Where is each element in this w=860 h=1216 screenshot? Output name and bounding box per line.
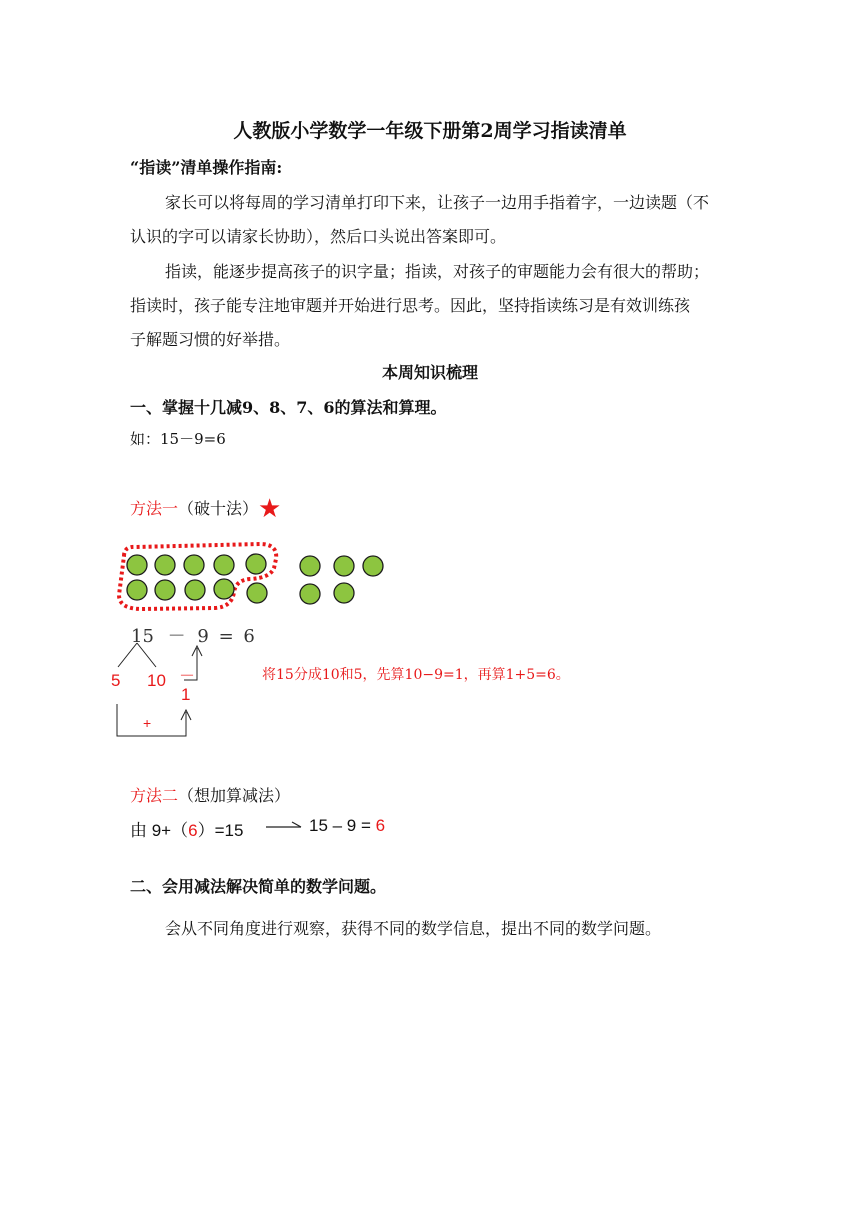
counter-dot: [214, 555, 234, 575]
method2-result: [309, 816, 385, 836]
guide-para1-line1: 家长可以将每周的学习清单打印下来，让孩子一边用手指着字，一边读题（不: [165, 193, 710, 212]
equation-minuend: 15: [131, 626, 154, 647]
section2-body: 会从不同角度进行观察，获得不同的数学信息，提出不同的数学问题。: [165, 919, 662, 938]
method2-title: [130, 783, 290, 806]
long-arrow-right-icon: [264, 818, 304, 834]
example-equation: 如：15－9=6: [130, 430, 226, 448]
method1-explanation: 将15分成10和5，先算10−9=1，再算1+5=6。: [262, 667, 570, 683]
section2-heading: 二、会用减法解决简单的数学问题。: [130, 877, 387, 896]
guide-para1-line2: 认识的字可以请家长协助），然后口头说出答案即可。: [130, 227, 507, 246]
counter-dot: [334, 583, 354, 603]
minus-sign-red: －: [179, 668, 196, 685]
counter-dot: [185, 580, 205, 600]
counter-dot: [214, 579, 234, 599]
knowledge-heading: 本周知识梳理: [381, 363, 478, 382]
method1-name: （破十法）: [178, 499, 259, 518]
method2-prefix: 由 9+: [130, 821, 172, 840]
counter-dot: [363, 556, 383, 576]
counter-dot: [246, 554, 266, 574]
method1-title: [130, 494, 281, 524]
guide-para2-line1: 指读，能逐步提高孩子的识字量；指读，对孩子的审题能力会有很大的帮助；: [165, 262, 710, 281]
counter-dot: [334, 556, 354, 576]
counter-dot: [300, 584, 320, 604]
counters-illustration: [110, 540, 400, 615]
counter-dot: [184, 555, 204, 575]
counter-dot: [127, 580, 147, 600]
equation-result: 6: [243, 626, 255, 647]
sum-15: =15: [214, 821, 244, 840]
split-line-right: [137, 643, 156, 667]
equation-equals: =: [218, 626, 234, 647]
plus-sign-red: +: [143, 715, 152, 731]
counter-dot: [127, 555, 147, 575]
hint-value: 6: [188, 821, 198, 840]
guide-heading: “指读”清单操作指南:: [130, 158, 283, 177]
split-value-10: 10: [147, 671, 166, 690]
method2-label: 方法二: [130, 786, 179, 805]
add-arrow-path: [117, 704, 186, 736]
equation-minus: －: [167, 626, 186, 647]
result-value: 6: [375, 816, 386, 835]
split-line-left: [118, 643, 137, 667]
result-expression: 15 – 9 =: [309, 816, 376, 835]
counter-dot: [155, 555, 175, 575]
guide-para2-line3: 子解题习惯的好举措。: [130, 330, 291, 349]
page-title: 人教版小学数学一年级下册第2周学习指读清单: [233, 120, 627, 142]
star-icon: ★: [258, 494, 282, 524]
method2-name: （想加算减法）: [178, 786, 291, 805]
method1-label: 方法一: [130, 499, 179, 518]
split-value-5: 5: [111, 671, 121, 690]
section1-heading: 一、掌握十几减9、8、7、6的算法和算理。: [130, 398, 447, 417]
equation-subtrahend: 9: [197, 626, 209, 647]
counter-dot: [247, 583, 267, 603]
paren-open: （: [171, 821, 189, 840]
guide-para2-line2: 指读时，孩子能专注地审题并开始进行思考。因此，坚持指读练习是有效训练孩: [130, 296, 691, 315]
counter-dot: [300, 556, 320, 576]
step-result-1: 1: [181, 685, 191, 704]
counter-dot: [155, 580, 175, 600]
method2-equation: [130, 816, 243, 841]
paren-close: ）: [197, 821, 215, 840]
